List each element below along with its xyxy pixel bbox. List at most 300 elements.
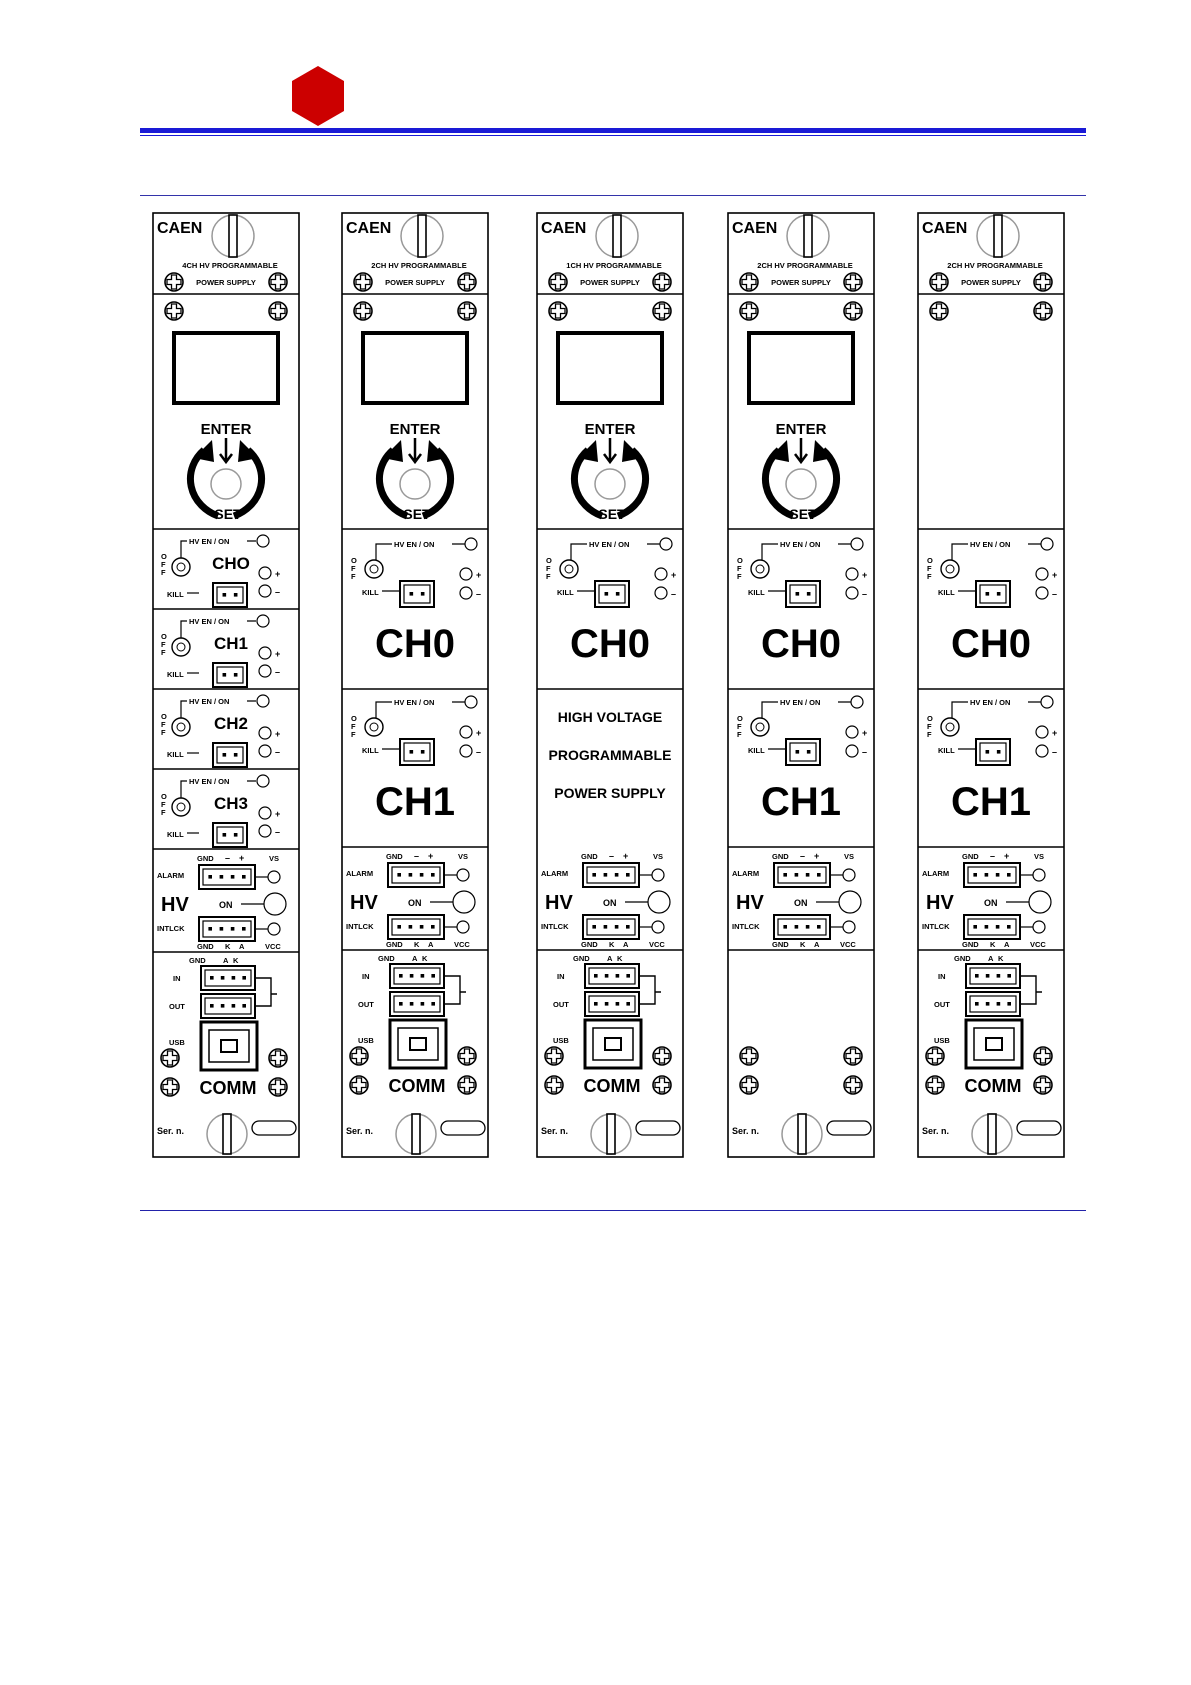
screw-icon — [549, 302, 567, 320]
description-line: HIGH VOLTAGE — [557, 709, 663, 725]
hv-label: HV — [736, 892, 764, 914]
usb-port-icon — [390, 1020, 446, 1068]
plus-label: + — [1052, 570, 1058, 580]
knob-icon — [977, 215, 1019, 257]
off-letter: O — [161, 792, 167, 801]
connector-icon — [213, 583, 247, 607]
led-icon — [457, 921, 469, 933]
connector-icon — [388, 915, 444, 939]
display-screen — [558, 333, 662, 403]
gnd-label: GND — [197, 854, 214, 863]
off-letter: O — [927, 556, 933, 565]
k-label: K — [225, 942, 231, 951]
plus-label: + — [476, 570, 482, 580]
off-letter: F — [927, 730, 932, 739]
off-letter: F — [737, 730, 742, 739]
description-line: PROGRAMMABLE — [548, 747, 672, 763]
minus-label: – — [1052, 747, 1058, 757]
screw-icon — [740, 302, 758, 320]
plus-label: + — [275, 729, 281, 739]
a-label: A — [623, 940, 629, 949]
screw-icon — [545, 1047, 563, 1065]
led-icon — [843, 869, 855, 881]
minus-label: – — [671, 589, 677, 599]
intlck-label: INTLCK — [922, 922, 950, 931]
in-label: IN — [938, 972, 946, 981]
connector-icon — [585, 964, 639, 988]
screw-icon — [458, 1047, 476, 1065]
vs-label: VS — [653, 852, 664, 861]
brand-label: CAEN — [541, 220, 587, 237]
led-icon — [1036, 587, 1048, 599]
knob-icon — [401, 215, 443, 257]
k-label: K — [800, 940, 806, 949]
serial-plate — [441, 1121, 485, 1135]
screw-icon — [269, 1049, 287, 1067]
intlck-label: INTLCK — [346, 922, 374, 931]
minus-label: – — [862, 589, 868, 599]
usb-label: USB — [553, 1036, 569, 1045]
plus-label: + — [1052, 728, 1058, 738]
off-letter: O — [546, 556, 552, 565]
plus-label: + — [671, 570, 677, 580]
out-label: OUT — [169, 1002, 185, 1011]
minus-label: – — [1052, 589, 1058, 599]
screw-icon — [161, 1049, 179, 1067]
vcc-label: VCC — [1030, 940, 1046, 949]
screw-icon — [269, 273, 287, 291]
encoder-icon — [786, 469, 816, 499]
off-letter: F — [546, 564, 551, 573]
led-icon — [259, 727, 271, 739]
k-label: K — [617, 954, 623, 963]
k-label: K — [998, 954, 1004, 963]
screw-icon — [1034, 302, 1052, 320]
hv-en-on-label: HV EN / ON — [189, 777, 230, 786]
led-icon — [460, 587, 472, 599]
encoder-icon — [211, 469, 241, 499]
description-line: POWER SUPPLY — [554, 785, 666, 801]
screw-icon — [740, 1076, 758, 1094]
connector-icon — [595, 581, 629, 607]
comm-label: COMM — [964, 1076, 1022, 1096]
led-icon — [1029, 891, 1051, 913]
screw-icon — [549, 273, 567, 291]
screw-icon — [354, 302, 372, 320]
serial-label: Ser. n. — [346, 1126, 374, 1136]
connector-icon — [964, 915, 1020, 939]
gnd-label: GND — [378, 954, 395, 963]
module-panel — [728, 213, 874, 1157]
a-label: A — [428, 940, 434, 949]
off-letter: F — [351, 730, 356, 739]
a-label: A — [412, 954, 418, 963]
led-icon — [460, 568, 472, 580]
led-icon — [259, 665, 271, 677]
k-label: K — [233, 956, 239, 965]
alarm-label: ALARM — [732, 869, 760, 878]
power-supply-label: POWER SUPPLY — [385, 278, 445, 287]
encoder-icon — [400, 469, 430, 499]
off-letter: O — [351, 556, 357, 565]
vs-label: VS — [269, 854, 280, 863]
off-letter: O — [737, 556, 743, 565]
led-icon — [1036, 568, 1048, 580]
screw-icon — [930, 302, 948, 320]
a-label: A — [1004, 940, 1010, 949]
comm-label: COMM — [199, 1078, 257, 1098]
minus-label: – — [862, 747, 868, 757]
connector-icon — [213, 663, 247, 687]
encoder-icon — [595, 469, 625, 499]
channel-label: CH0 — [760, 622, 842, 666]
plus-label: + — [814, 851, 820, 861]
minus-label: – — [609, 851, 615, 861]
connector-icon — [213, 743, 247, 767]
off-letter: F — [161, 808, 166, 817]
hv-en-on-label: HV EN / ON — [780, 698, 821, 707]
plus-label: + — [275, 569, 281, 579]
serial-plate — [636, 1121, 680, 1135]
channel-label: CH1 — [213, 634, 249, 653]
led-icon — [257, 695, 269, 707]
screw-icon — [653, 1047, 671, 1065]
connector-icon — [966, 964, 1020, 988]
hv-en-on-label: HV EN / ON — [970, 698, 1011, 707]
hv-en-on-label: HV EN / ON — [394, 540, 435, 549]
on-label: ON — [219, 900, 233, 910]
vs-label: VS — [844, 852, 855, 861]
led-icon — [648, 891, 670, 913]
screw-icon — [165, 302, 183, 320]
screw-icon — [1034, 1047, 1052, 1065]
power-supply-label: POWER SUPPLY — [580, 278, 640, 287]
vcc-label: VCC — [265, 942, 281, 951]
module-panel — [153, 213, 299, 1157]
led-icon — [259, 585, 271, 597]
gnd-label: GND — [189, 956, 206, 965]
kill-label: KILL — [748, 746, 765, 755]
led-icon — [259, 825, 271, 837]
display-screen — [174, 333, 278, 403]
usb-port-icon — [966, 1020, 1022, 1068]
led-icon — [257, 535, 269, 547]
screw-icon — [653, 1076, 671, 1094]
connector-icon — [774, 863, 830, 887]
usb-port-icon — [201, 1022, 257, 1070]
gnd-label: GND — [962, 852, 979, 861]
led-icon — [264, 893, 286, 915]
display-screen — [749, 333, 853, 403]
screw-icon — [653, 302, 671, 320]
screw-icon — [653, 273, 671, 291]
hv-label: HV — [926, 892, 954, 914]
kill-label: KILL — [748, 588, 765, 597]
power-supply-label: POWER SUPPLY — [961, 278, 1021, 287]
a-label: A — [814, 940, 820, 949]
connector-icon — [774, 915, 830, 939]
serial-label: Ser. n. — [541, 1126, 569, 1136]
hv-en-on-label: HV EN / ON — [589, 540, 630, 549]
connector-icon — [390, 964, 444, 988]
set-label: SET — [214, 506, 242, 522]
gnd-label: GND — [386, 940, 403, 949]
connector-icon — [585, 992, 639, 1016]
screw-icon — [350, 1047, 368, 1065]
serial-plate — [827, 1121, 871, 1135]
led-icon — [465, 538, 477, 550]
off-letter: F — [737, 572, 742, 581]
gnd-label: GND — [954, 954, 971, 963]
enter-label: ENTER — [775, 421, 827, 438]
minus-label: – — [990, 851, 996, 861]
brand-label: CAEN — [922, 220, 968, 237]
led-icon — [846, 745, 858, 757]
led-icon — [652, 869, 664, 881]
led-icon — [1041, 696, 1053, 708]
in-label: IN — [173, 974, 181, 983]
screw-icon — [1034, 1076, 1052, 1094]
intlck-label: INTLCK — [541, 922, 569, 931]
model-label: 4CH HV PROGRAMMABLE — [182, 261, 278, 270]
gnd-label: GND — [962, 940, 979, 949]
off-letter: O — [161, 632, 167, 641]
kill-label: KILL — [557, 588, 574, 597]
minus-label: – — [800, 851, 806, 861]
screw-icon — [458, 1076, 476, 1094]
channel-label: CH0 — [569, 622, 651, 666]
screw-icon — [926, 1047, 944, 1065]
display-screen — [363, 333, 467, 403]
power-supply-label: POWER SUPPLY — [196, 278, 256, 287]
led-icon — [257, 615, 269, 627]
enter-label: ENTER — [200, 421, 252, 438]
hv-label: HV — [350, 892, 378, 914]
led-icon — [1036, 745, 1048, 757]
gnd-label: GND — [573, 954, 590, 963]
led-icon — [851, 538, 863, 550]
channel-label: CH1 — [950, 780, 1032, 824]
out-label: OUT — [358, 1000, 374, 1009]
hv-label: HV — [545, 892, 573, 914]
alarm-label: ALARM — [922, 869, 950, 878]
vcc-label: VCC — [649, 940, 665, 949]
brand-label: CAEN — [346, 220, 392, 237]
a-label: A — [223, 956, 229, 965]
channel-label: CH3 — [213, 794, 249, 813]
k-label: K — [609, 940, 615, 949]
knob-icon — [212, 215, 254, 257]
connector-icon — [201, 994, 255, 1018]
plus-label: + — [239, 853, 245, 863]
gnd-label: GND — [772, 940, 789, 949]
off-letter: F — [161, 640, 166, 649]
usb-label: USB — [934, 1036, 950, 1045]
knob-icon — [396, 1114, 436, 1154]
off-letter: O — [737, 714, 743, 723]
led-icon — [1033, 869, 1045, 881]
minus-label: – — [414, 851, 420, 861]
screw-icon — [165, 273, 183, 291]
minus-label: – — [275, 827, 281, 837]
screw-icon — [458, 273, 476, 291]
off-letter: F — [161, 560, 166, 569]
gnd-label: GND — [197, 942, 214, 951]
serial-label: Ser. n. — [922, 1126, 950, 1136]
connector-icon — [199, 917, 255, 941]
kill-label: KILL — [362, 746, 379, 755]
knob-icon — [972, 1114, 1012, 1154]
brand-label: CAEN — [157, 220, 203, 237]
screw-icon — [350, 1076, 368, 1094]
led-icon — [465, 696, 477, 708]
comm-label: COMM — [583, 1076, 641, 1096]
channel-label: CH0 — [950, 622, 1032, 666]
kill-label: KILL — [938, 746, 955, 755]
kill-label: KILL — [167, 670, 184, 679]
screw-icon — [161, 1078, 179, 1096]
off-letter: F — [927, 722, 932, 731]
led-icon — [457, 869, 469, 881]
off-letter: F — [546, 572, 551, 581]
hv-en-on-label: HV EN / ON — [189, 617, 230, 626]
power-supply-label: POWER SUPPLY — [771, 278, 831, 287]
off-letter: F — [737, 722, 742, 731]
serial-plate — [252, 1121, 296, 1135]
screw-icon — [930, 273, 948, 291]
connector-icon — [213, 823, 247, 847]
led-icon — [652, 921, 664, 933]
connector-icon — [966, 992, 1020, 1016]
kill-label: KILL — [167, 830, 184, 839]
off-letter: F — [161, 720, 166, 729]
model-label: 2CH HV PROGRAMMABLE — [371, 261, 467, 270]
screw-icon — [545, 1076, 563, 1094]
hv-en-on-label: HV EN / ON — [189, 537, 230, 546]
k-label: K — [990, 940, 996, 949]
screw-icon — [926, 1076, 944, 1094]
usb-label: USB — [169, 1038, 185, 1047]
enter-label: ENTER — [584, 421, 636, 438]
screw-icon — [458, 302, 476, 320]
screw-icon — [844, 1076, 862, 1094]
channel-label: CHO — [212, 554, 250, 573]
a-label: A — [607, 954, 613, 963]
connector-icon — [786, 739, 820, 765]
vs-label: VS — [458, 852, 469, 861]
screw-icon — [354, 273, 372, 291]
hv-en-on-label: HV EN / ON — [394, 698, 435, 707]
screw-icon — [269, 302, 287, 320]
out-label: OUT — [934, 1000, 950, 1009]
off-letter: F — [161, 648, 166, 657]
led-icon — [1036, 726, 1048, 738]
screw-icon — [1034, 273, 1052, 291]
led-icon — [846, 587, 858, 599]
off-letter: F — [161, 568, 166, 577]
led-icon — [257, 775, 269, 787]
alarm-label: ALARM — [346, 869, 374, 878]
off-letter: F — [351, 722, 356, 731]
led-icon — [268, 871, 280, 883]
kill-label: KILL — [938, 588, 955, 597]
knob-icon — [596, 215, 638, 257]
off-letter: F — [351, 564, 356, 573]
connector-icon — [583, 863, 639, 887]
connector-icon — [400, 581, 434, 607]
model-label: 1CH HV PROGRAMMABLE — [566, 261, 662, 270]
usb-port-icon — [585, 1020, 641, 1068]
channel-label: CH2 — [213, 714, 249, 733]
led-icon — [1033, 921, 1045, 933]
off-letter: O — [927, 714, 933, 723]
connector-icon — [583, 915, 639, 939]
channel-label: CH1 — [760, 780, 842, 824]
serial-plate — [1017, 1121, 1061, 1135]
screw-icon — [844, 1047, 862, 1065]
knob-icon — [782, 1114, 822, 1154]
vcc-label: VCC — [454, 940, 470, 949]
description-block — [549, 709, 672, 801]
led-icon — [1041, 538, 1053, 550]
led-icon — [460, 726, 472, 738]
on-label: ON — [984, 898, 998, 908]
connector-icon — [976, 739, 1010, 765]
brand-label: CAEN — [732, 220, 778, 237]
gnd-label: GND — [581, 940, 598, 949]
connector-icon — [388, 863, 444, 887]
kill-label: KILL — [362, 588, 379, 597]
led-icon — [259, 567, 271, 579]
led-icon — [268, 923, 280, 935]
intlck-label: INTLCK — [157, 924, 185, 933]
led-icon — [843, 921, 855, 933]
module-panel — [537, 213, 683, 1157]
on-label: ON — [408, 898, 422, 908]
alarm-label: ALARM — [541, 869, 569, 878]
off-letter: O — [351, 714, 357, 723]
plus-label: + — [623, 851, 629, 861]
led-icon — [846, 726, 858, 738]
plus-label: + — [275, 649, 281, 659]
set-label: SET — [598, 506, 626, 522]
on-label: ON — [603, 898, 617, 908]
connector-icon — [390, 992, 444, 1016]
connector-icon — [964, 863, 1020, 887]
knob-icon — [787, 215, 829, 257]
set-label: SET — [403, 506, 431, 522]
knob-icon — [207, 1114, 247, 1154]
led-icon — [846, 568, 858, 580]
gnd-label: GND — [772, 852, 789, 861]
hv-label: HV — [161, 894, 189, 916]
gnd-label: GND — [581, 852, 598, 861]
k-label: K — [414, 940, 420, 949]
plus-label: + — [862, 728, 868, 738]
minus-label: – — [275, 747, 281, 757]
led-icon — [851, 696, 863, 708]
led-icon — [259, 807, 271, 819]
on-label: ON — [794, 898, 808, 908]
off-letter: O — [161, 552, 167, 561]
hv-en-on-label: HV EN / ON — [970, 540, 1011, 549]
led-icon — [453, 891, 475, 913]
intlck-label: INTLCK — [732, 922, 760, 931]
plus-label: + — [275, 809, 281, 819]
minus-label: – — [275, 667, 281, 677]
plus-label: + — [862, 570, 868, 580]
knob-icon — [591, 1114, 631, 1154]
